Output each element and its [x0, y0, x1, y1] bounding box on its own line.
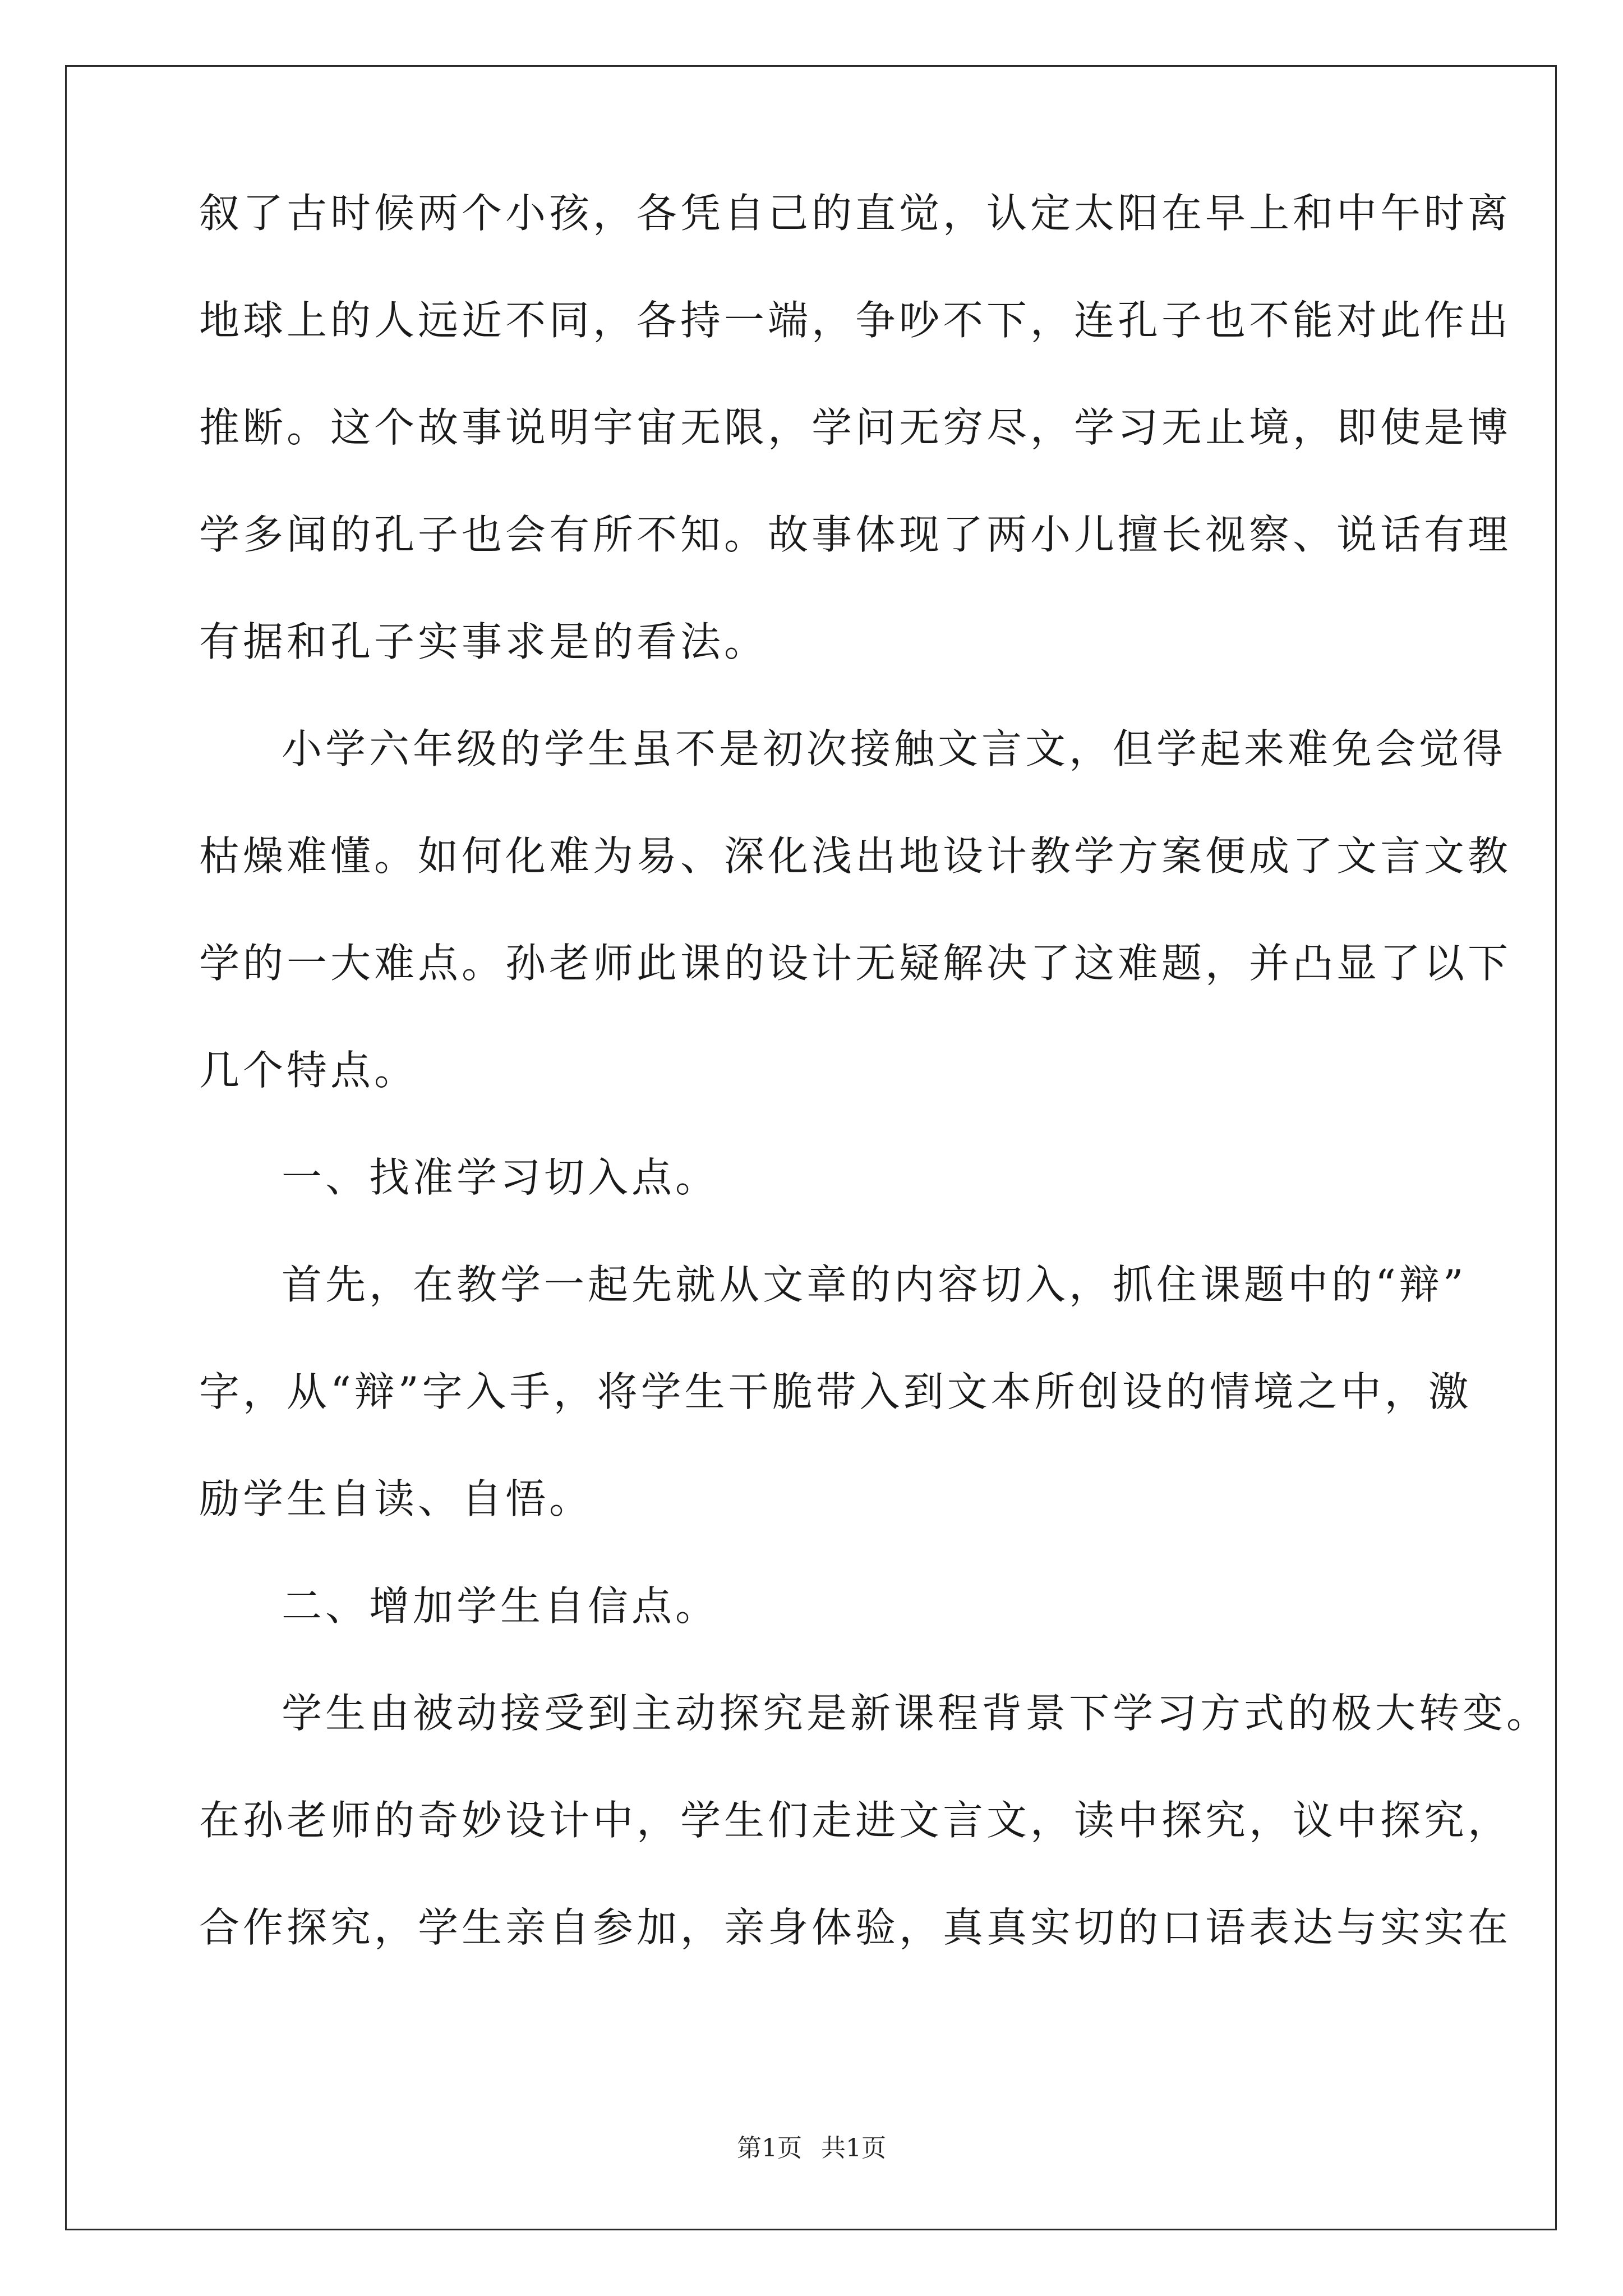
text-line: 合作探究，学生亲自参加，亲身体验，真真实切的口语表达与实实在: [199, 1904, 1512, 1951]
text-line: 几个特点。: [199, 1047, 418, 1094]
text-line: 地球上的人远近不同，各持一端，争吵不下，连孔子也不能对此作出: [199, 297, 1512, 344]
section-heading-2: 二、增加学生自信点。: [282, 1582, 720, 1630]
text-line: 推断。这个故事说明宇宙无限，学问无穷尽，学习无止境，即使是博: [199, 404, 1512, 451]
text-line: 励学生自读、自悟。: [199, 1475, 593, 1522]
text-line: 学多闻的孔子也会有所不知。故事体现了两小儿擅长视察、说话有理: [199, 511, 1512, 558]
text-line: 有据和孔子实事求是的看法。: [199, 618, 768, 665]
section-heading-1: 一、找准学习切入点。: [282, 1154, 720, 1201]
text-line: 在孙老师的奇妙设计中，学生们走进文言文，读中探究，议中探究，: [199, 1797, 1512, 1844]
text-line: 字，从“辩”字入手，将学生干脆带入到文本所创设的情境之中，激: [199, 1368, 1472, 1415]
text-line: 枯燥难懂。如何化难为易、深化浅出地设计教学方案便成了文言文教: [199, 832, 1512, 880]
text-line: 叙了古时候两个小孩，各凭自己的直觉，认定太阳在早上和中午时离: [199, 190, 1512, 237]
page-total: 共1页: [821, 2134, 886, 2162]
page-number: 第1页: [737, 2134, 802, 2162]
document-body: [199, 185, 1551, 2007]
paragraph-start-line: 首先，在教学一起先就从文章的内容切入，抓住课题中的“辩”: [282, 1261, 1467, 1308]
paragraph-start-line: 学生由被动接受到主动探究是新课程背景下学习方式的极大转变。: [282, 1690, 1551, 1737]
text-line: 学的一大难点。孙老师此课的设计无疑解决了这难题，并凸显了以下: [199, 940, 1512, 987]
page-footer: [0, 2132, 1623, 2165]
paragraph-start-line: 小学六年级的学生虽不是初次接触文言文，但学起来难免会觉得: [282, 725, 1507, 772]
